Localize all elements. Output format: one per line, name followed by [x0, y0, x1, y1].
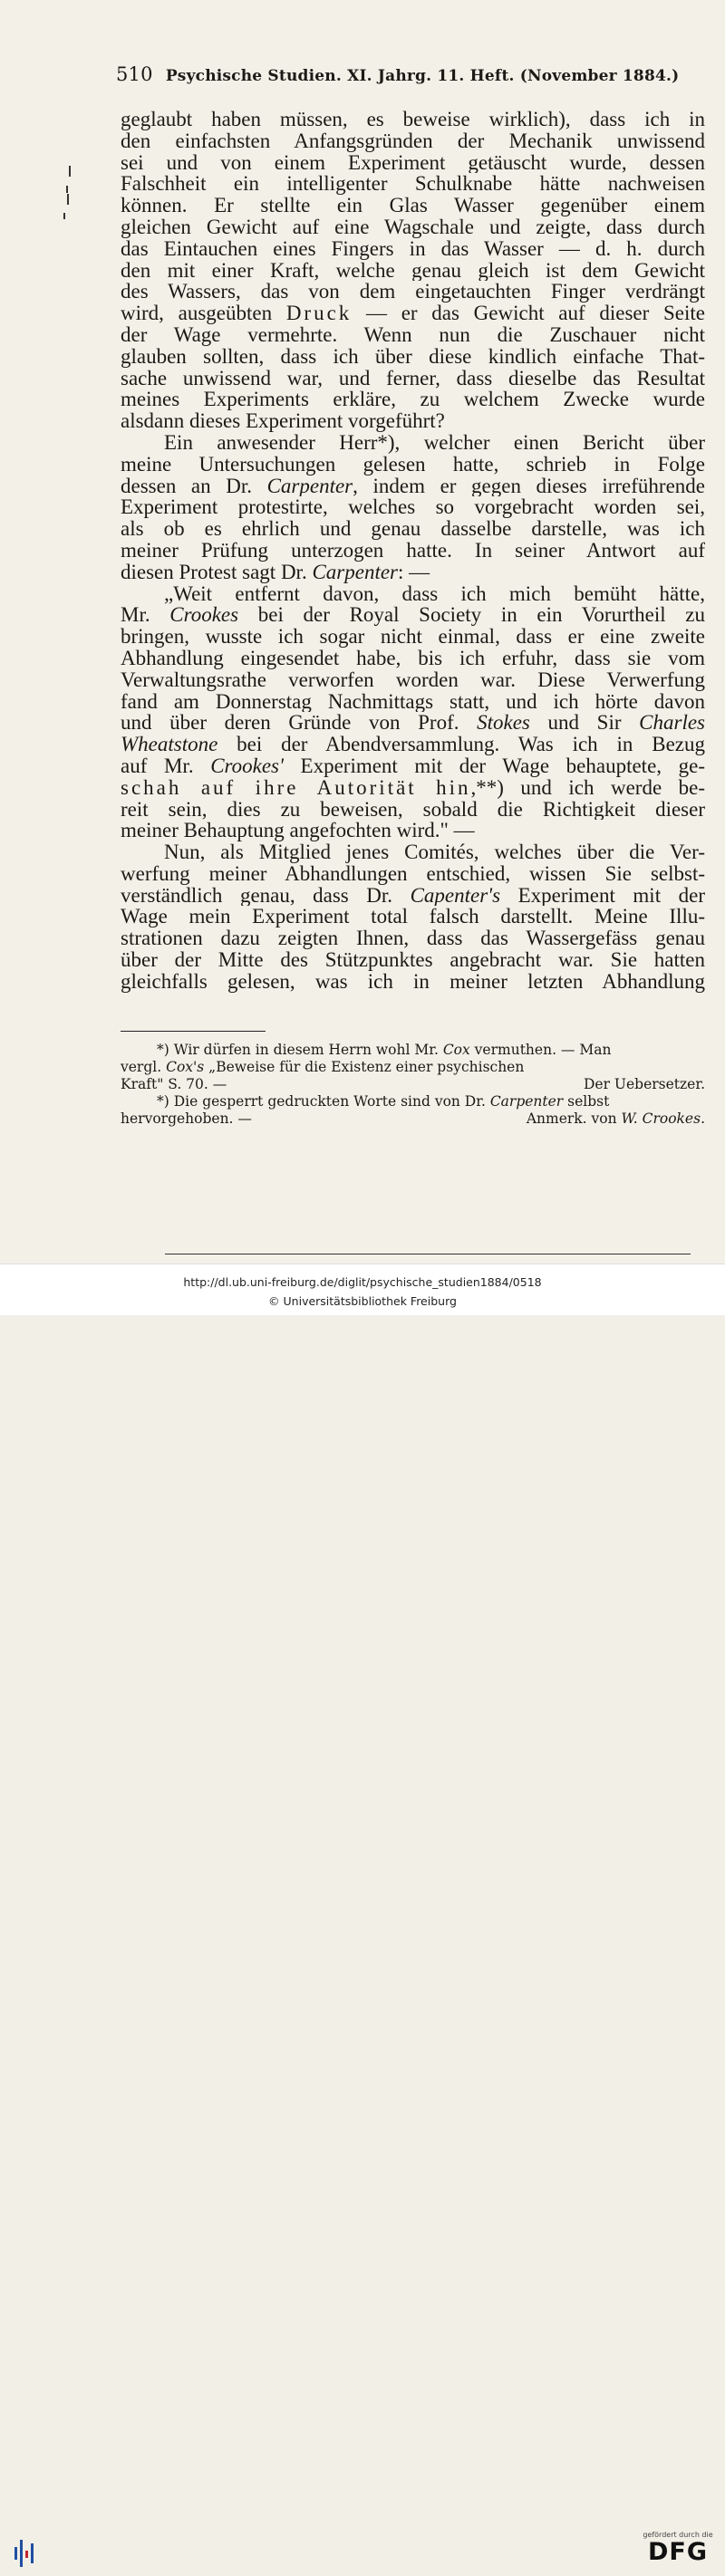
running-title: Psychische Studien. XI. Jahrg. 11. Heft. (November 1884.): [165, 67, 680, 85]
body-line: meines Experiments erkläre, zu welchem Zwecke wurde: [121, 389, 705, 411]
body-line: alsdann dieses Experiment vorgeführt?: [121, 410, 445, 432]
body-line: können. Er stellte ein Glas Wasser gegenüber einem: [121, 195, 705, 216]
footnote-text: Kraft" S. 70. —: [121, 1076, 227, 1092]
body-line: der Wage vermehrte. Wenn nun die Zuschauer nicht: [121, 323, 705, 346]
body-line: Nun, als Mitglied jenes Comités, welches über die Ver-: [164, 841, 705, 863]
body-line: das Eintauchen eines Fingers in das Wasser — d. h. durch: [121, 237, 705, 260]
body-line: fand am Donnerstag Nachmittags statt, und ich hörte davon: [121, 690, 705, 713]
body-line: „Weit entfernt davon, dass ich mich bemüht hätte,: [164, 582, 705, 605]
body-line: Ein anwesender Herr*), welcher einen Bericht über: [164, 431, 705, 454]
scanned-page: [0, 0, 725, 1264]
body-line: dessen an Dr. Carpenter, indem er gegen dieses irreführende: [121, 475, 705, 497]
body-line: Wheatstone bei der Abendversammlung. Was ich in Bezug: [121, 734, 705, 755]
footnote-line: vergl. Cox's „Beweise für die Existenz einer psychischen: [121, 1059, 525, 1075]
running-header: [116, 63, 705, 85]
body-line: Abhandlung eingesendet habe, bis ich erfuhr, dass sie vom: [121, 647, 705, 669]
dfg-logo-text: DFG: [647, 2538, 709, 2566]
body-line: werfung meiner Abhandlungen entschied, wissen Sie selbst-: [121, 862, 705, 885]
body-line: meine Untersuchungen gelesen hatte, schrieb in Folge: [121, 453, 705, 476]
dfg-logo-icon: [636, 2531, 720, 2576]
ub-freiburg-logo-icon: [13, 2534, 40, 2571]
dfg-caption: gefördert durch die: [643, 2531, 713, 2539]
body-line: verständlich genau, dass Dr. Capenter's Experiment mit der: [121, 884, 705, 907]
body-line: strationen dazu zeigten Ihnen, dass das Wassergefäss genau: [121, 928, 705, 950]
copyright-notice: © Universitätsbibliothek Freiburg: [268, 1294, 457, 1308]
footnote-rule: [121, 1031, 266, 1032]
body-line: schah auf ihre Autorität hin,**) und ich werde be-: [121, 776, 705, 799]
body-line: reit sein, dies zu beweisen, sobald die Richtigkeit dieser: [121, 798, 705, 821]
body-line: Falschheit ein intelligenter Schulknabe hätte nachweisen: [121, 173, 705, 196]
document-url[interactable]: http://dl.ub.uni-freiburg.de/diglit/psychische_studien1884/0518: [183, 1275, 542, 1289]
body-line: Experiment protestirte, welches so vorgebracht worden sei,: [121, 496, 705, 519]
body-line: sache unwissend war, und ferner, dass dieselbe das Resultat: [121, 367, 705, 389]
body-line: Wage mein Experiment total falsch darstellt. Meine Illu-: [121, 906, 705, 928]
footnote-line: *) Wir dürfen in diesem Herrn wohl Mr. Cox vermuthen. — Man: [157, 1042, 612, 1058]
body-line: meiner Prüfung unterzogen hatte. In seiner Antwort auf: [121, 539, 705, 562]
body-line: sei und von einem Experiment getäuscht wurde, dessen: [121, 151, 705, 174]
body-line: und über deren Gründe von Prof. Stokes und Sir Charles: [121, 712, 705, 735]
body-line: über der Mitte des Stützpunktes angebracht war. Sie hatten: [121, 949, 705, 971]
body-line: den mit einer Kraft, welche genau gleich ist dem Gewicht: [121, 259, 705, 282]
footnote-line: [121, 1110, 705, 1128]
page-number: 510: [116, 63, 153, 85]
body-line: glauben sollten, dass ich über diese kindlich einfache That-: [121, 345, 705, 368]
body-line: bringen, wusste ich sogar nicht einmal, dass er eine zweite: [121, 626, 705, 648]
body-line: gleichfalls gelesen, was ich in meiner letzten Abhandlung: [121, 970, 705, 993]
footnote-line: *) Die gesperrt gedruckten Worte sind von Dr. Carpenter selbst: [157, 1093, 610, 1110]
body-text: [121, 109, 705, 993]
viewer-footer: [0, 1264, 725, 2566]
footnote-line: [121, 1076, 705, 1093]
body-line: geglaubt haben müssen, es beweise wirklich), dass ich in: [121, 109, 705, 130]
body-line: Mr. Crookes bei der Royal Society in ein Vorurtheil zu: [121, 604, 705, 627]
footnotes: [121, 1042, 705, 1128]
body-line: als ob es ehrlich und genau dasselbe darstelle, was ich: [121, 518, 705, 540]
body-line: auf Mr. Crookes' Experiment mit der Wage behauptete, ge-: [121, 755, 705, 777]
footnote-attribution: Anmerk. von W. Crookes.: [526, 1110, 705, 1127]
body-line: den einfachsten Anfangsgründen der Mechanik unwissend: [121, 130, 705, 152]
body-line: diesen Protest sagt Dr. Carpenter: —: [121, 561, 430, 583]
body-line: Verwaltungsrathe verworfen worden war. Diese Verwerfung: [121, 668, 705, 691]
body-line: des Wassers, das von dem eingetauchten Finger verdrängt: [121, 281, 705, 303]
body-line: meiner Behauptung angefochten wird." —: [121, 820, 475, 842]
body-line: wird, ausgeübten Druck — er das Gewicht auf dieser Seite: [121, 303, 705, 324]
body-line: gleichen Gewicht auf eine Wagschale und zeigte, dass durch: [121, 216, 705, 238]
footnote-attribution: Der Uebersetzer.: [583, 1076, 705, 1092]
footnote-text: hervorgehoben. —: [121, 1110, 252, 1127]
